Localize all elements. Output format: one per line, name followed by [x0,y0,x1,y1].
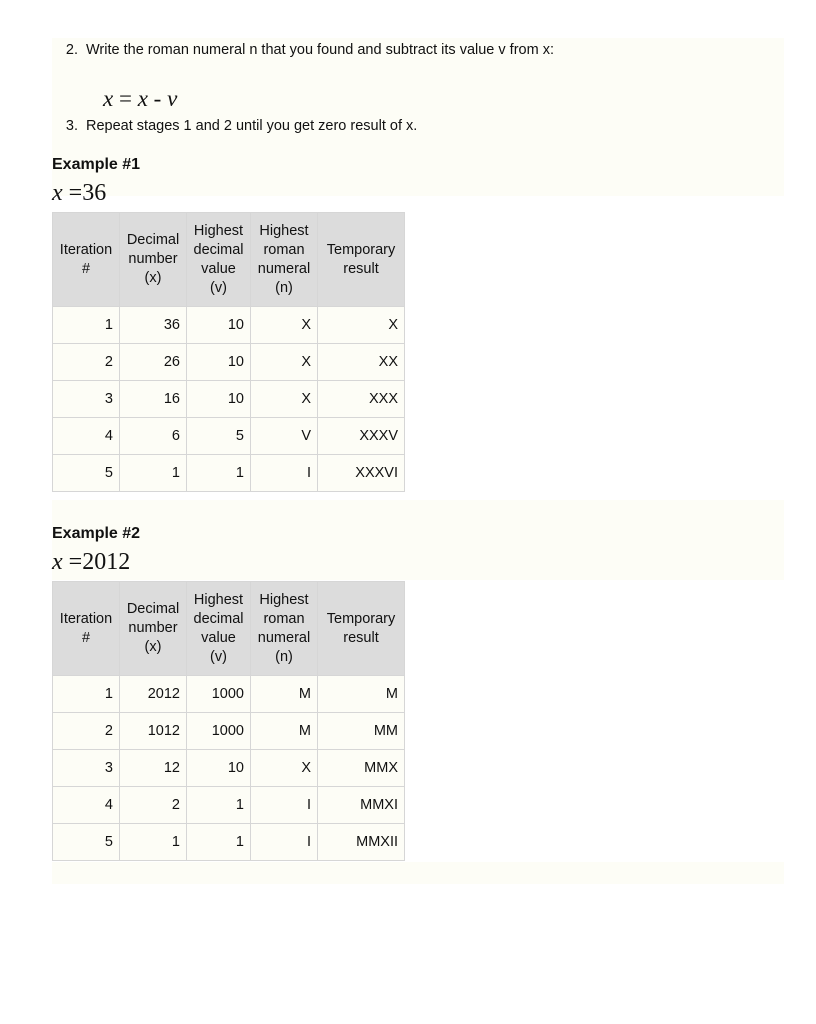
table-cell: XXX [318,381,405,418]
formula-minus: - [153,86,162,111]
table-cell: 1 [120,824,187,861]
table-cell: 36 [120,307,187,344]
table-cell: I [251,824,318,861]
table-cell: 10 [187,307,251,344]
equation-value: 2012 [82,549,131,575]
formula-v: v [167,86,178,111]
formula-equals: = [118,86,132,111]
table-cell: MMX [318,750,405,787]
table-cell: 12 [120,750,187,787]
equation-value: 36 [82,180,107,206]
table-cell: 1 [120,455,187,492]
table-cell: V [251,418,318,455]
table-cell: 10 [187,344,251,381]
table-cell: X [251,381,318,418]
example-equation [52,180,106,207]
table-cell: 4 [53,787,120,824]
table-row [53,455,405,492]
table-cell: 3 [53,381,120,418]
equation-equals: = [68,549,83,575]
table-cell: 10 [187,750,251,787]
step-text: Repeat stages 1 and 2 until you get zero result of x. [86,118,418,134]
table-cell: X [251,750,318,787]
column-header: Decimal number (x) [120,582,187,676]
table-cell: 16 [120,381,187,418]
table-cell: M [251,713,318,750]
table-cell: 1000 [187,676,251,713]
table-cell: M [251,676,318,713]
table-cell: 6 [120,418,187,455]
table-cell: 5 [187,418,251,455]
step-2 [52,40,554,60]
table-cell: XXXV [318,418,405,455]
column-header: Highest roman numeral (n) [251,582,318,676]
step-number: 2. [65,42,78,58]
table-row [53,381,405,418]
table-cell: M [318,676,405,713]
example-title: Example #2 [52,525,141,542]
table-cell: MMXII [318,824,405,861]
column-header: Iteration # [53,582,120,676]
page-band [52,862,784,884]
table-cell: XXXVI [318,455,405,492]
iteration-table [52,581,405,861]
table-header-row [53,213,405,307]
example-equation [52,549,130,576]
table-cell: 5 [53,455,120,492]
table-cell: 1 [187,824,251,861]
formula-x: x [137,86,148,111]
step-text: Write the roman numeral n that you found and subtract its value v from x: [86,42,554,58]
table-cell: 2012 [120,676,187,713]
table-cell: 5 [53,824,120,861]
formula-lhs: x [103,86,114,111]
table-row [53,713,405,750]
column-header: Highest decimal value (v) [187,213,251,307]
column-header: Temporary result [318,213,405,307]
table-cell: 1 [53,307,120,344]
table-cell: X [251,344,318,381]
column-header: Highest roman numeral (n) [251,213,318,307]
column-header: Temporary result [318,582,405,676]
step-number: 3. [65,118,78,134]
step-3 [52,116,417,136]
table-cell: 1 [187,455,251,492]
table-cell: XX [318,344,405,381]
table-cell: 26 [120,344,187,381]
column-header: Highest decimal value (v) [187,582,251,676]
table-cell: 2 [53,713,120,750]
table-cell: 2 [120,787,187,824]
table-cell: 1000 [187,713,251,750]
column-header: Iteration # [53,213,120,307]
table-cell: 4 [53,418,120,455]
table-row [53,824,405,861]
table-row [53,307,405,344]
table-cell: 3 [53,750,120,787]
table-row [53,418,405,455]
table-cell: MM [318,713,405,750]
column-header: Decimal number (x) [120,213,187,307]
table-cell: I [251,455,318,492]
table-row [53,676,405,713]
table-cell: X [251,307,318,344]
table-cell: X [318,307,405,344]
table-row [53,344,405,381]
table-cell: 2 [53,344,120,381]
example-title: Example #1 [52,156,141,173]
equation-variable: x [52,180,63,206]
table-row [53,750,405,787]
formula [103,86,177,112]
table-cell: 1 [187,787,251,824]
equation-variable: x [52,549,63,575]
table-cell: MMXI [318,787,405,824]
table-row [53,787,405,824]
table-cell: 1 [53,676,120,713]
table-header-row [53,582,405,676]
table-cell: 1012 [120,713,187,750]
table-cell: I [251,787,318,824]
equation-equals: = [68,180,83,206]
iteration-table [52,212,405,492]
page-band [52,500,784,580]
table-cell: 10 [187,381,251,418]
